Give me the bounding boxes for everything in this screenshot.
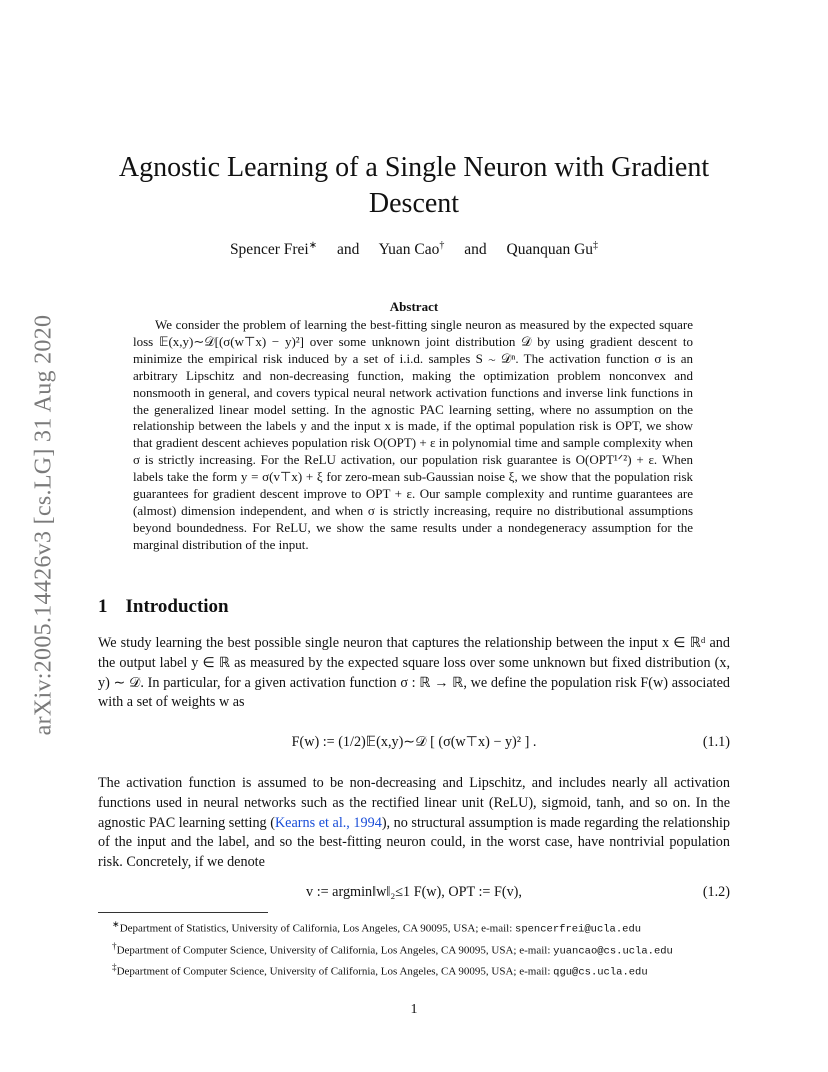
equation-expression: v := argmin‖w‖₂≤1 F(w), OPT := F(v), [306, 884, 522, 900]
paper-title: Agnostic Learning of a Single Neuron with Gradient Descent [118, 152, 710, 219]
email-link[interactable]: spencerfrei@ucla.edu [515, 923, 642, 936]
author-2: Yuan Cao† [378, 240, 445, 259]
equation-number: (1.2) [702, 884, 730, 900]
page-number: 1 [410, 1002, 418, 1017]
author-1: Spencer Frei∗ [229, 240, 318, 259]
author-3: Quanquan Gu‡ [506, 240, 599, 259]
arxiv-stamp-text: arXiv:2005.14426v3 [cs.LG] 31 Aug 2020 [30, 314, 57, 736]
abstract-text: We consider the problem of learning the best-fitting single neuron as measured by the expected square loss 𝔼(x,y)∼𝒟[(σ(w⊤x) − y)²] over some unknown joint distribution 𝒟 by using gradient descent to minimize the empirical risk induced by a set of i.i.d. samples S ∼ 𝒟ⁿ. The activation function σ is an arbitrary Lipschitz and non-decreasing function, making the optimization problem nonconvex and nonsmooth in general, and covers typical neural network activation functions and inverse link functions in the generalized linear model setting. In the agnostic PAC learning setting, where no assumption on the relationship between the labels y and the input x is made, if the optimal population risk is OPT, we show that gradient descent achieves population risk O(OPT) + ε in polynomial time and sample complexity when σ is strictly increasing. For the ReLU activation, our population risk guarantee is O(OPT¹ᐟ²) + ε. When labels take the form y = σ(v⊤x) + ξ for zero-mean sub-Gaussian noise ξ, we show that the population risk guarantees for gradient descent improve to OPT + ε. Our sample complexity and runtime guarantees are (almost) dimension independent, and when σ is strictly increasing, require no distributional assumptions beyond boundedness. For ReLU, we show the same results under a nondegeneracy assumption for the marginal distribution of the input. [133, 317, 693, 552]
abstract [133, 317, 693, 554]
footnote-2: †Department of Computer Science, University of California, Los Angeles, CA 90095, USA; e-mail: yuancao@cs.ucla.edu [112, 940, 673, 958]
abstract-heading: Abstract [389, 299, 439, 314]
intro-paragraph-1: We study learning the best possible single neuron that captures the relationship between the input x ∈ ℝᵈ and the output label y ∈ ℝ as measured by the expected square loss over some unknown but fixed distribution (x, y) ∼ 𝒟. In particular, for a given activation function σ : ℝ → ℝ, we define the population risk F(w) associated with a set of weights w as [98, 635, 730, 711]
section-title: Introduction [125, 596, 229, 617]
section-number: 1 [98, 596, 108, 617]
section-heading [98, 596, 229, 618]
author-list [96, 240, 732, 259]
intro-paragraph-2: The activation function is assumed to be non-decreasing and Lipschitz, and includes nearly all activation functions used in neural networks such as the rectified linear unit (ReLU), sigmoid, tanh, and so on. In the agnostic PAC learning setting (Kearns et al., 1994), no structural assumption is made regarding the relationship of the input and the label, and so the best-fitting neuron could, in the worst case, have nontrivial population risk. Concretely, if we denote [98, 775, 730, 871]
footnote-3: ‡Department of Computer Science, University of California, Los Angeles, CA 90095, USA; e-mail: qgu@cs.ucla.edu [112, 962, 648, 979]
citation-link[interactable]: Kearns et al., 1994 [274, 814, 382, 831]
arxiv-stamp [24, 290, 64, 760]
footnote-1: ∗Department of Statistics, University of California, Los Angeles, CA 90095, USA; e-mail: spencerfrei@ucla.edu [112, 919, 642, 936]
footnotes [98, 916, 730, 981]
author-separator: and [464, 241, 487, 259]
equation-1-1 [98, 734, 730, 754]
email-link[interactable]: qgu@cs.ucla.edu [553, 966, 648, 979]
author-separator: and [336, 241, 360, 259]
equation-1-2 [98, 884, 730, 904]
equation-number: (1.1) [702, 734, 730, 750]
email-link[interactable]: yuancao@cs.ucla.edu [553, 945, 673, 958]
equation-expression: F(w) := (1/2)𝔼(x,y)∼𝒟 [ (σ(w⊤x) − y)² ] . [291, 734, 537, 750]
footnote-rule [98, 912, 268, 913]
